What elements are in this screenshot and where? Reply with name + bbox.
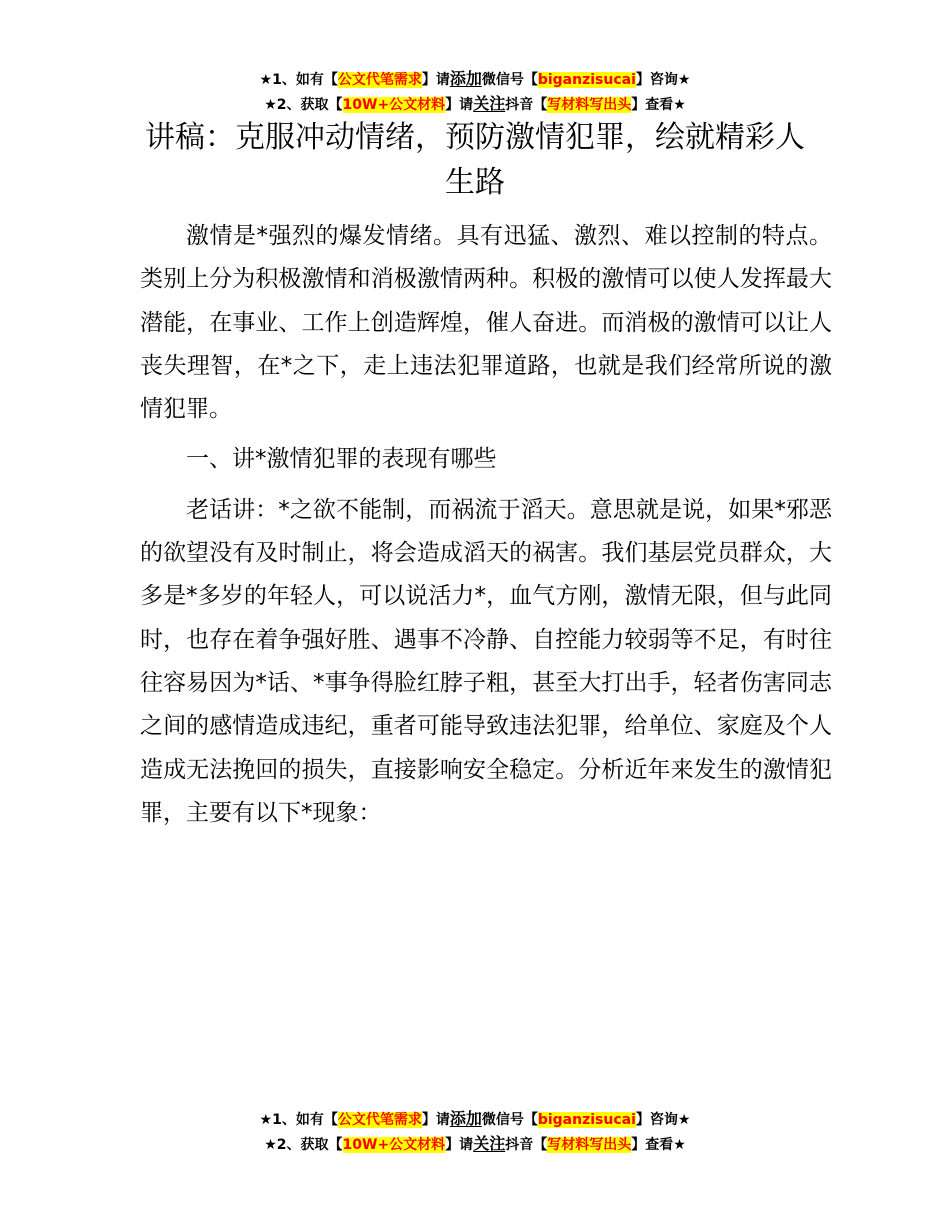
banner-highlight: 公文代笔需求 bbox=[337, 72, 422, 88]
wechat-id-highlight: biganzisucai bbox=[537, 72, 636, 88]
douyin-id-highlight: 写材料写出头 bbox=[547, 1137, 632, 1153]
banner-text: ★2、获取【 bbox=[264, 97, 343, 113]
footer-banner bbox=[0, 1107, 950, 1157]
banner-emphasis: 添加 bbox=[449, 69, 482, 88]
header-banner bbox=[0, 67, 950, 117]
banner-emphasis: 添加 bbox=[449, 1109, 482, 1128]
paragraph-body: 老话讲：*之欲不能制，而祸流于滔天。意思就是说，如果*邪恶的欲望没有及时制止，将会造成滔天的祸害。我们基层党员群众，大多是*多岁的年轻人，可以说活力*，血气方刚，激情无限，但与此同时，也存在着争强好胜、遇事不冷静、自控能力较弱等不足，有时往往容易因为*话、*事争得脸红脖子粗，甚至大打出手，轻者伤害同志之间的感情造成违纪，重者可能导致违法犯罪，给单位、家庭及个人造成无法挽回的损失，直接影响安全稳定。分析近年来发生的激情犯罪，主要有以下*现象： bbox=[140, 496, 832, 826]
banner-highlight: 10W+公文材料 bbox=[342, 97, 446, 113]
banner-text: ★2、获取【 bbox=[264, 1137, 343, 1153]
banner-text: 抖音【 bbox=[505, 97, 548, 113]
banner-line-1 bbox=[0, 1107, 950, 1132]
banner-emphasis: 关注 bbox=[473, 1134, 506, 1153]
banner-line-1 bbox=[0, 67, 950, 92]
banner-text: 】请 bbox=[421, 72, 450, 88]
banner-text: 】查看★ bbox=[631, 1137, 686, 1153]
banner-text: 】咨询★ bbox=[635, 72, 691, 88]
banner-text: ★1、如有【 bbox=[259, 72, 338, 88]
section-heading: 一、讲*激情犯罪的表现有哪些 bbox=[186, 446, 497, 473]
banner-highlight: 公文代笔需求 bbox=[337, 1112, 422, 1128]
banner-text: 微信号【 bbox=[481, 72, 538, 88]
banner-text: 抖音【 bbox=[505, 1137, 548, 1153]
banner-emphasis: 关注 bbox=[473, 94, 506, 113]
banner-line-2 bbox=[0, 92, 950, 117]
banner-text: 】请 bbox=[445, 1137, 474, 1153]
banner-text: ★1、如有【 bbox=[259, 1112, 338, 1128]
document-body bbox=[140, 215, 832, 835]
banner-text: 】请 bbox=[445, 97, 474, 113]
paragraph-intro: 激情是*强烈的爆发情绪。具有迅猛、激烈、难以控制的特点。类别上分为积极激情和消极激情两种。积极的激情可以使人发挥最大潜能，在事业、工作上创造辉煌，催人奋进。而消极的激情可以让人丧失理智，在*之下，走上违法犯罪道路，也就是我们经常所说的激情犯罪。 bbox=[140, 223, 832, 423]
douyin-id-highlight: 写材料写出头 bbox=[547, 97, 632, 113]
wechat-id-highlight: biganzisucai bbox=[537, 1112, 636, 1128]
document-title: 讲稿：克服冲动情绪，预防激情犯罪，绘就精彩人生路 bbox=[145, 120, 805, 200]
banner-text: 】咨询★ bbox=[635, 1112, 691, 1128]
banner-text: 微信号【 bbox=[481, 1112, 538, 1128]
banner-text: 】查看★ bbox=[631, 97, 686, 113]
banner-highlight: 10W+公文材料 bbox=[342, 1137, 446, 1153]
banner-line-2 bbox=[0, 1132, 950, 1157]
banner-text: 】请 bbox=[421, 1112, 450, 1128]
